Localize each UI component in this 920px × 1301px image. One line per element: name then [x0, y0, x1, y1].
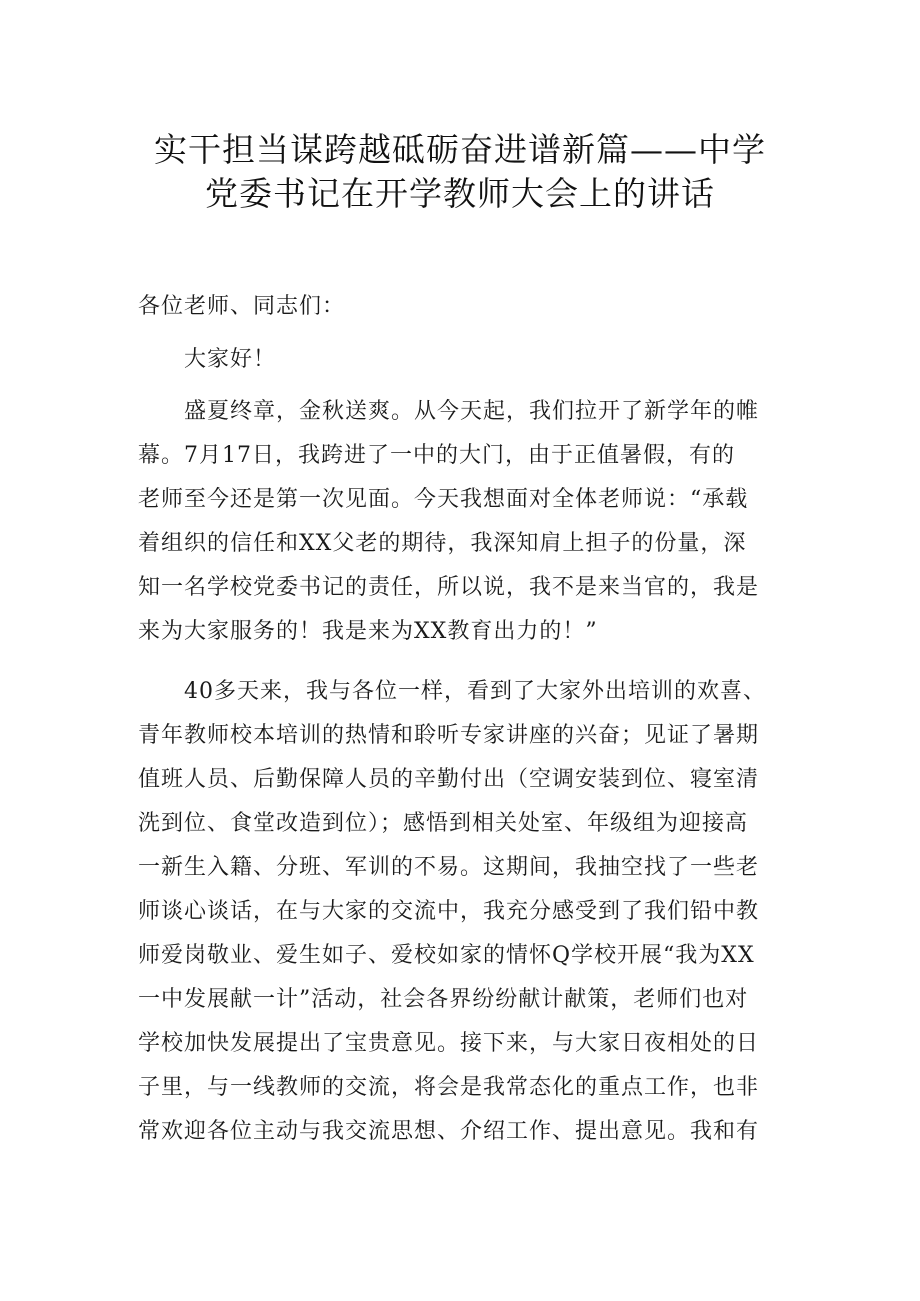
paragraph-1-line: 来为大家服务的！我是来为XX教育出力的！” — [138, 619, 598, 644]
paragraph-2-line: 一新生入籍、分班、军训的不易。这期间，我抽空找了一些老 — [138, 855, 760, 880]
paragraph-1-line: 知一名学校党委书记的责任，所以说，我不是来当官的，我是 — [138, 575, 760, 600]
document-title-line-1: 实干担当谋跨越砥砺奋进谱新篇——中学 — [154, 130, 766, 169]
paragraph-1-line: 幕。7月17日，我跨进了一中的大门，由于正值暑假，有的 — [138, 443, 735, 468]
paragraph-2-line: 40多天来，我与各位一样，看到了大家外出培训的欢喜、 — [184, 679, 766, 704]
paragraph-2-line: 常欢迎各位主动与我交流思想、介绍工作、提出意见。我和有 — [138, 1119, 760, 1144]
document-title-line-2: 党委书记在开学教师大会上的讲话 — [205, 174, 715, 213]
greeting: 大家好！ — [184, 347, 277, 372]
paragraph-2-line: 子里，与一线教师的交流，将会是我常态化的重点工作，也非 — [138, 1075, 760, 1100]
paragraph-1-line: 盛夏终章，金秋送爽。从今天起，我们拉开了新学年的帷 — [184, 399, 760, 424]
paragraph-1-line: 老师至今还是第一次见面。今天我想面对全体老师说：“承载 — [138, 487, 749, 512]
paragraph-1-line: 着组织的信任和XX父老的期待，我深知肩上担子的份量，深 — [138, 531, 747, 556]
paragraph-2-line: 青年教师校本培训的热情和聆听专家讲座的兴奋；见证了暑期 — [138, 723, 760, 748]
salutation: 各位老师、同志们： — [138, 294, 346, 319]
paragraph-2-line: 学校加快发展提出了宝贵意见。接下来，与大家日夜相处的日 — [138, 1031, 760, 1056]
paragraph-2-line: 值班人员、后勤保障人员的辛勤付出（空调安装到位、寝室清 — [138, 767, 760, 792]
paragraph-2-line: 师爱岗敬业、爱生如子、爱校如家的情怀Q学校开展“我为XX — [138, 943, 755, 968]
paragraph-2-line: 洗到位、食堂改造到位）；感悟到相关处室、年级组为迎接高 — [138, 811, 749, 836]
paragraph-2-line: 一中发展献一计”活动，社会各界纷纷献计献策，老师们也对 — [138, 987, 749, 1012]
paragraph-2-line: 师谈心谈话，在与大家的交流中，我充分感受到了我们铅中教 — [138, 899, 760, 924]
